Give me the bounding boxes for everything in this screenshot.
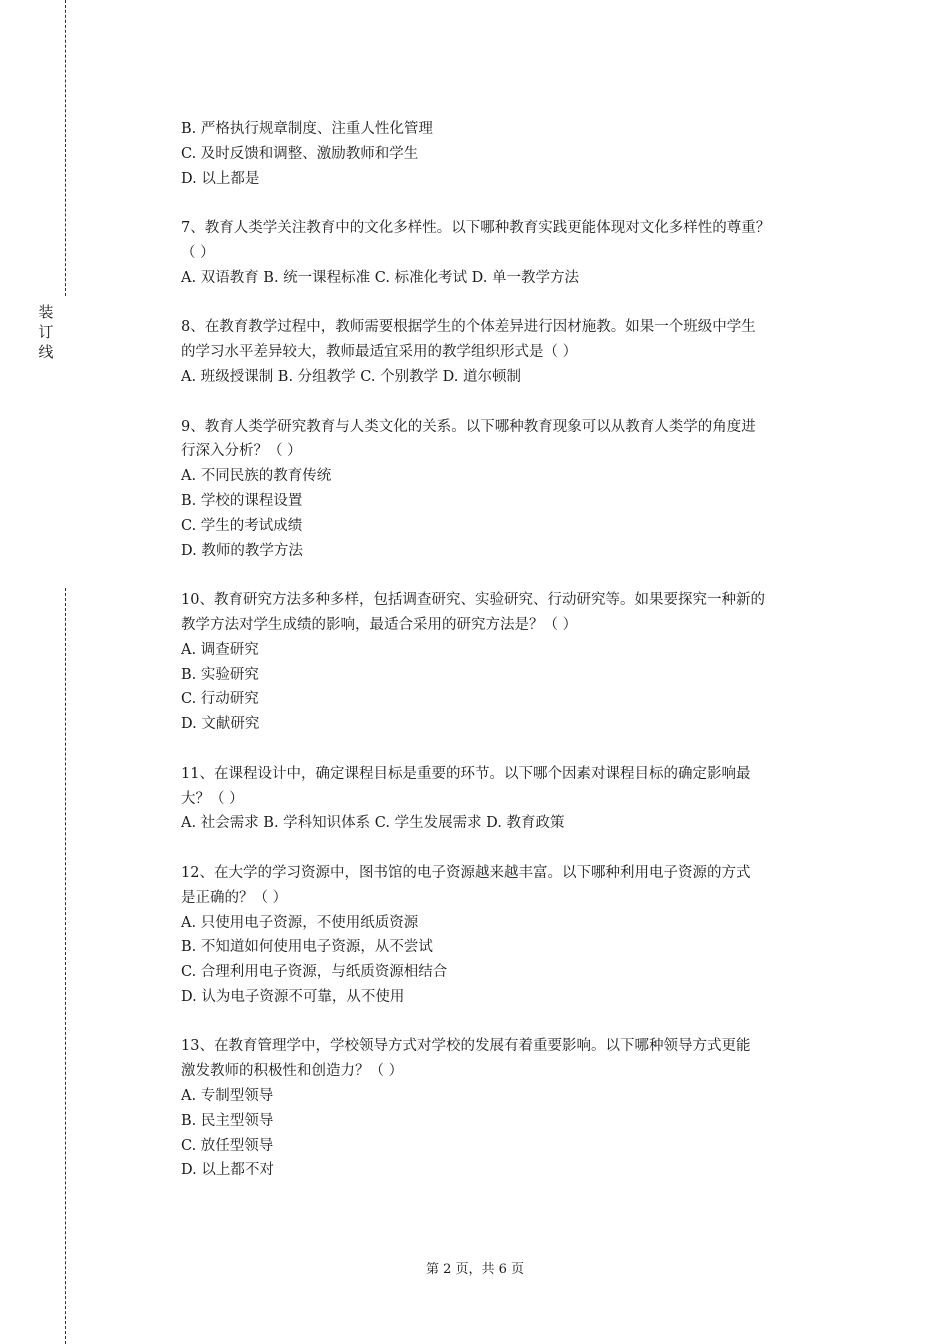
option: B. 民主型领导: [181, 1112, 274, 1129]
option: B. 不知道如何使用电子资源，从不尝试: [181, 939, 433, 956]
question-text: 7、教育人类学关注教育中的文化多样性。以下哪种教育实践更能体现对文化多样性的尊重？: [181, 220, 771, 237]
option: A. 班级授课制 B. 分组教学 C. 个别教学 D. 道尔顿制: [181, 368, 522, 385]
option: C. 放任型领导: [181, 1137, 274, 1154]
question-7: [181, 216, 841, 290]
question-text: 12、在大学的学习资源中，图书馆的电子资源越来越丰富。以下哪种利用电子资源的方式: [181, 864, 751, 881]
option: B. 学校的课程设置: [181, 492, 303, 509]
question-list: [181, 117, 841, 1183]
binding-char: 订: [38, 323, 54, 341]
binding-line-top: [65, 0, 66, 296]
option: D. 认为电子资源不可靠，从不使用: [181, 988, 405, 1005]
question-text: 11、在课程设计中，确定课程目标是重要的环节。以下哪个因素对课程目标的确定影响最: [181, 765, 751, 782]
question-text: 是正确的？（ ）: [181, 889, 288, 906]
option: A. 专制型领导: [181, 1088, 274, 1105]
question-9: [181, 415, 841, 564]
option: C. 合理利用电子资源，与纸质资源相结合: [181, 964, 448, 981]
option: A. 双语教育 B. 统一课程标准 C. 标准化考试 D. 单一教学方法: [181, 269, 580, 286]
question-text: 教学方法对学生成绩的影响，最适合采用的研究方法是？（ ）: [181, 616, 578, 633]
question-text: 行深入分析？（ ）: [181, 443, 302, 460]
question-text: 10、教育研究方法多种多样，包括调查研究、实验研究、行动研究等。如果要探究一种新的: [181, 592, 765, 609]
question-text: 13、在教育管理学中，学校领导方式对学校的发展有着重要影响。以下哪种领导方式更能: [181, 1038, 751, 1055]
question-text: 大？（ ）: [181, 790, 244, 807]
binding-line-bottom: [65, 588, 66, 1344]
question-text: （ ）: [181, 244, 215, 261]
option: D. 教师的教学方法: [181, 542, 303, 559]
question-text: 激发教师的积极性和创造力？（ ）: [181, 1063, 404, 1080]
option: D. 文献研究: [181, 716, 260, 733]
option: B. 严格执行规章制度、注重人性化管理: [181, 121, 433, 137]
binding-char: 线: [38, 343, 54, 361]
question-10: [181, 588, 841, 737]
option: C. 及时反馈和调整、激励教师和学生: [181, 145, 419, 162]
question-text: 9、教育人类学研究教育与人类文化的关系。以下哪种教育现象可以从教育人类学的角度进: [181, 418, 756, 435]
option: A. 社会需求 B. 学科知识体系 C. 学生发展需求 D. 教育政策: [181, 815, 565, 832]
option: D. 以上都不对: [181, 1162, 274, 1179]
option: D. 以上都是: [181, 170, 260, 187]
option: A. 只使用电子资源，不使用纸质资源: [181, 914, 419, 931]
question-13: [181, 1034, 841, 1183]
question-text: 的学习水平差异较大，教师最适宜采用的教学组织形式是（ ）: [181, 344, 578, 361]
question-text: 8、在教育教学过程中，教师需要根据学生的个体差异进行因材施教。如果一个班级中学生: [181, 319, 756, 336]
option: A. 调查研究: [181, 641, 259, 658]
option: B. 实验研究: [181, 666, 259, 683]
option: C. 行动研究: [181, 691, 259, 708]
question-8: [181, 315, 841, 389]
option: A. 不同民族的教育传统: [181, 468, 332, 485]
question-11: [181, 762, 841, 836]
binding-char: 装: [38, 303, 54, 321]
previous-question-options: [181, 117, 841, 191]
binding-label: [36, 302, 56, 362]
page-number: 第 2 页，共 6 页: [425, 1262, 525, 1277]
option: C. 学生的考试成绩: [181, 517, 303, 534]
question-12: [181, 861, 841, 1010]
